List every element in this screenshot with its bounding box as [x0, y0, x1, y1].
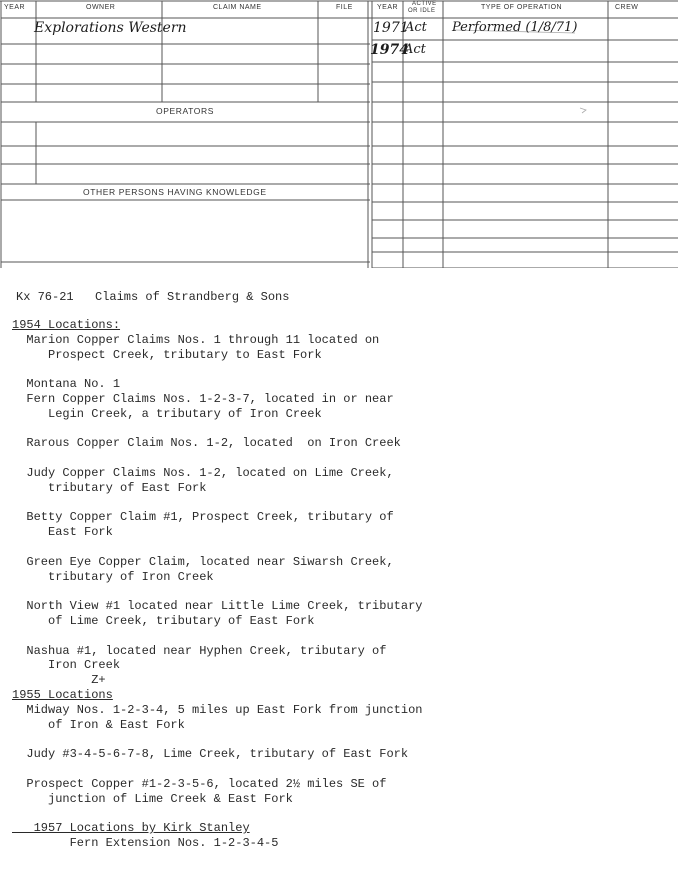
note-line: East Fork: [12, 525, 113, 540]
note-line: 1955 Locations: [12, 688, 113, 702]
note-line: 1954 Locations:: [12, 318, 121, 332]
note-line: Betty Copper Claim #1, Prospect Creek, tributary of: [12, 510, 394, 525]
note-line: North View #1 located near Little Lime Creek, tributary: [12, 599, 423, 614]
note-line: Montana No. 1: [12, 377, 121, 392]
header-or-idle: OR IDLE: [408, 8, 436, 14]
note-line: of Lime Creek, tributary of East Fork: [12, 614, 315, 628]
note-line: Rarous Copper Claim Nos. 1-2, located on Iron Creek: [12, 436, 401, 451]
note-line: tributary of Iron Creek: [12, 569, 214, 584]
note-line: Marion Copper Claims Nos. 1 through 11 located on: [12, 332, 380, 347]
operators-label: OPERATORS: [156, 106, 214, 116]
header-file: FILE: [336, 4, 353, 11]
handwritten-owner: Explorations Western: [34, 20, 187, 36]
handwritten-year-1: 1971: [373, 20, 409, 36]
handwritten-year-2: 1974: [370, 42, 409, 58]
note-line: 1957 Locations by Kirk Stanley: [12, 821, 250, 836]
note-line: Prospect Creek, tributary to East Fork: [12, 347, 322, 362]
reference-title: Claims of Strandberg & Sons: [95, 290, 290, 304]
note-line: Judy Copper Claims Nos. 1-2, located on Lime Creek,: [12, 466, 394, 480]
note-line: Z+: [12, 673, 106, 688]
note-line: Iron Creek: [12, 658, 121, 673]
note-line: Green Eye Copper Claim, located near Siwarsh Creek,: [12, 554, 394, 569]
handwritten-active-2: Act: [404, 42, 426, 57]
header-year: YEAR: [4, 4, 26, 11]
note-line: Fern Extension Nos. 1-2-3-4-5: [12, 836, 279, 850]
header-type-of-operation: TYPE OF OPERATION: [481, 4, 563, 11]
handwritten-type-1: Performed (1/8/71): [452, 20, 578, 35]
note-line: Legin Creek, a tributary of Iron Creek: [12, 406, 322, 421]
note-line: of Iron & East Fork: [12, 717, 185, 732]
note-line: junction of Lime Creek & East Fork: [12, 791, 293, 806]
reference-id: Kx 76-21: [16, 290, 74, 304]
note-line: Judy #3-4-5-6-7-8, Lime Creek, tributary of East Fork: [12, 747, 409, 762]
note-line: Nashua #1, located near Hyphen Creek, tributary of: [12, 643, 387, 658]
header-crew: CREW: [615, 4, 639, 11]
header-owner: OWNER: [86, 4, 116, 11]
note-line: Prospect Copper #1-2-3-5-6, located 2½ miles SE of: [12, 776, 387, 791]
note-line: Fern Copper Claims Nos. 1-2-3-7, located in or near: [12, 392, 394, 406]
note-line: Midway Nos. 1-2-3-4, 5 miles up East Fork from junction: [12, 702, 423, 717]
header-active: ACTIVE: [412, 1, 437, 7]
handwritten-active-1: Act: [405, 20, 427, 35]
note-line: tributary of East Fork: [12, 480, 207, 495]
header-claim-name: CLAIM NAME: [213, 4, 262, 11]
other-persons-label: OTHER PERSONS HAVING KNOWLEDGE: [83, 187, 267, 197]
header-year-2: YEAR: [377, 4, 399, 11]
